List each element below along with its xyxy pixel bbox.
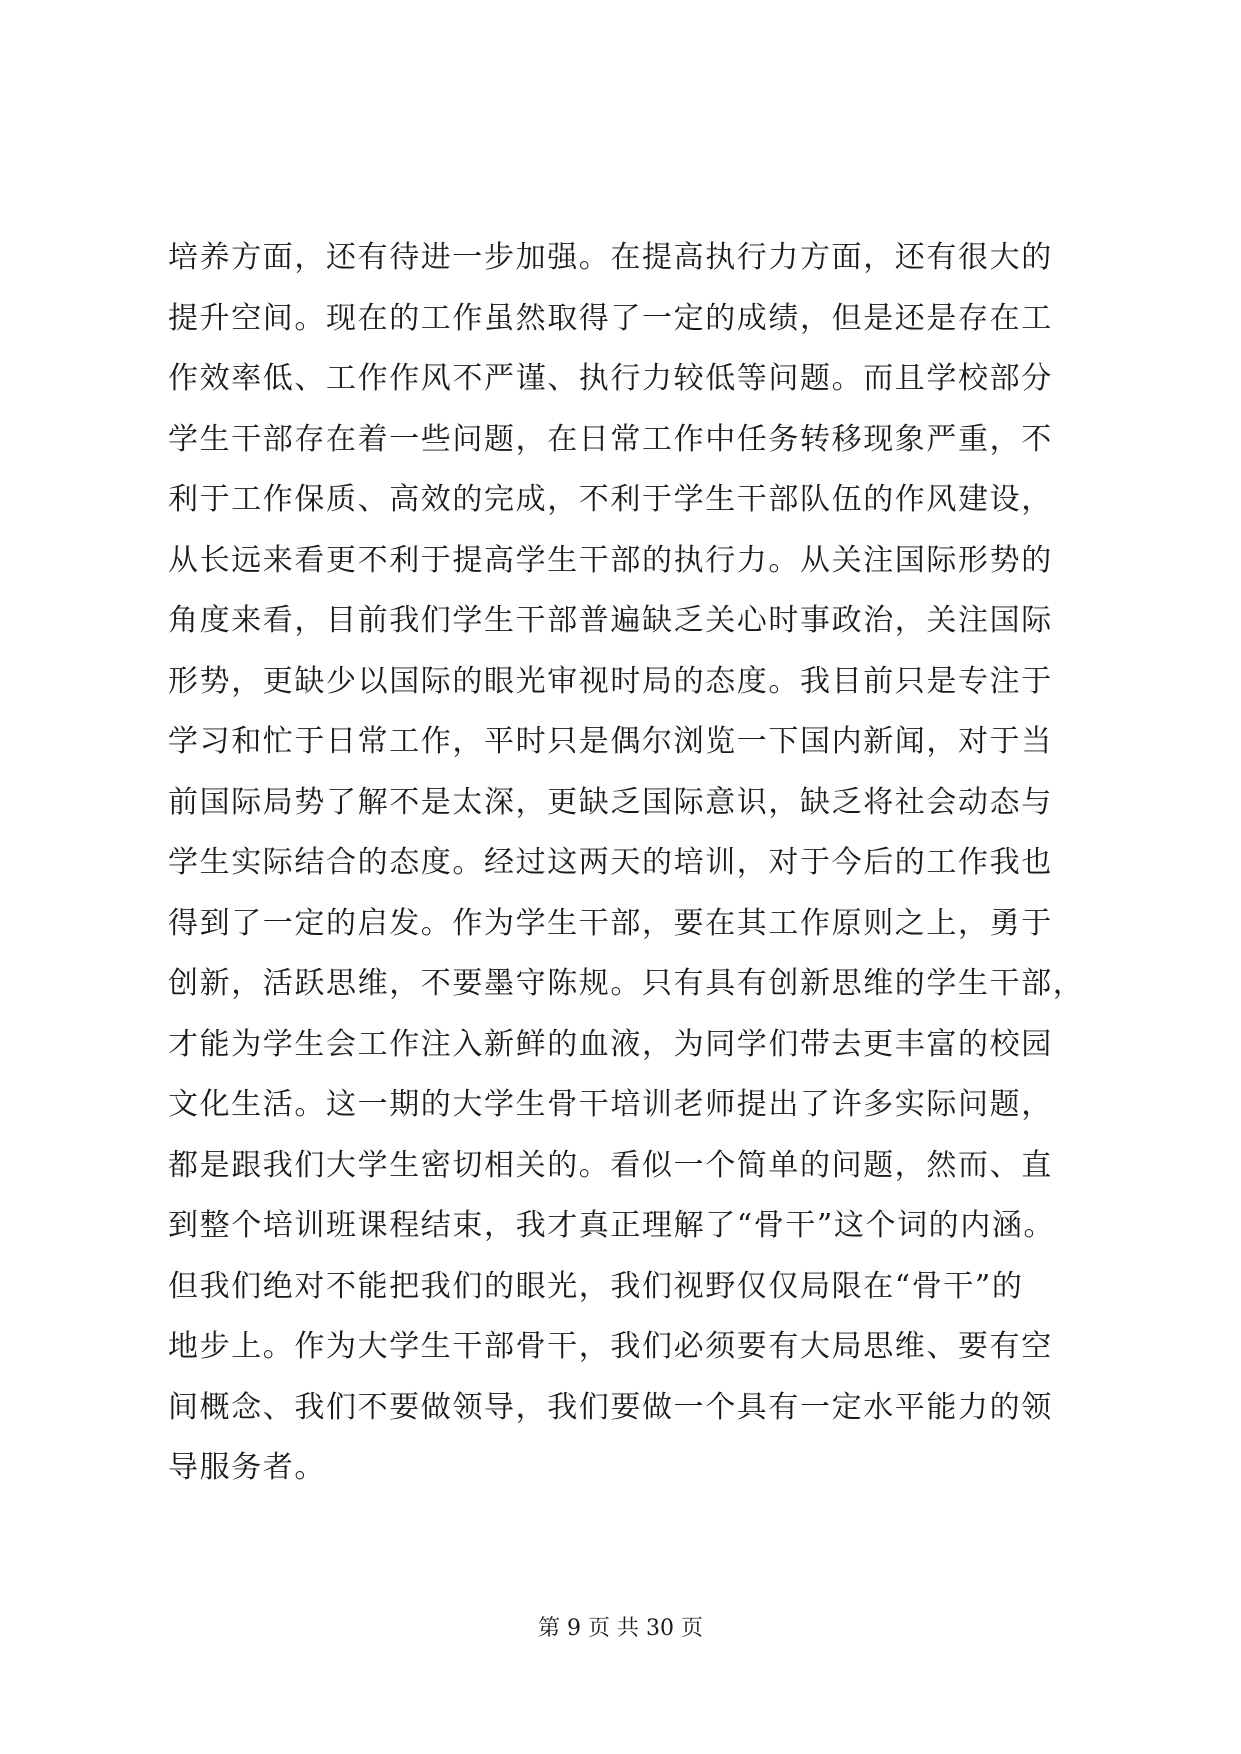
text-line: 作效率低、工作作风不严谨、执行力较低等问题。而且学校部分 — [168, 361, 1053, 396]
text-line: 学习和忙于日常工作，平时只是偶尔浏览一下国内新闻，对于当 — [168, 724, 1053, 759]
text-line: 创新，活跃思维，不要墨守陈规。只有具有创新思维的学生干部， — [168, 966, 1085, 1001]
text-line: 利于工作保质、高效的完成，不利于学生干部队伍的作风建设， — [168, 482, 1053, 517]
text-line: 导服务者。 — [168, 1450, 326, 1485]
text-line: 形势，更缺少以国际的眼光审视时局的态度。我目前只是专注于 — [168, 663, 1053, 699]
body-text — [168, 228, 1088, 1499]
text-line: 到整个培训班课程结束，我才真正理解了“骨干”这个词的内涵。 — [168, 1208, 1056, 1243]
text-line: 培养方面，还有待进一步加强。在提高执行力方面，还有很大的 — [168, 240, 1053, 275]
text-line: 文化生活。这一期的大学生骨干培训老师提出了许多实际问题， — [168, 1087, 1053, 1122]
text-line: 得到了一定的启发。作为学生干部，要在其工作原则之上，勇于 — [168, 905, 1053, 941]
page-footer — [0, 1611, 1241, 1642]
text-line: 间概念、我们不要做领导，我们要做一个具有一定水平能力的领 — [168, 1389, 1053, 1425]
text-line: 角度来看，目前我们学生干部普遍缺乏关心时事政治，关注国际 — [168, 603, 1053, 638]
text-line: 都是跟我们大学生密切相关的。看似一个简单的问题，然而、直 — [168, 1147, 1053, 1183]
text-line: 提升空间。现在的工作虽然取得了一定的成绩，但是还是存在工 — [168, 300, 1053, 336]
text-line: 从长远来看更不利于提高学生干部的执行力。从关注国际形势的 — [168, 542, 1053, 578]
text-line: 才能为学生会工作注入新鲜的血液，为同学们带去更丰富的校园 — [168, 1026, 1053, 1062]
text-line: 学生干部存在着一些问题，在日常工作中任务转移现象严重，不 — [168, 421, 1053, 457]
text-line: 前国际局势了解不是太深，更缺乏国际意识，缺乏将社会动态与 — [168, 784, 1053, 820]
text-line: 学生实际结合的态度。经过这两天的培训，对于今后的工作我也 — [168, 845, 1053, 880]
text-line: 地步上。作为大学生干部骨干，我们必须要有大局思维、要有空 — [168, 1329, 1053, 1364]
page-number-label: 第 9 页 共 30 页 — [538, 1616, 703, 1641]
text-line: 但我们绝对不能把我们的眼光，我们视野仅仅局限在“骨干”的 — [168, 1268, 1024, 1304]
